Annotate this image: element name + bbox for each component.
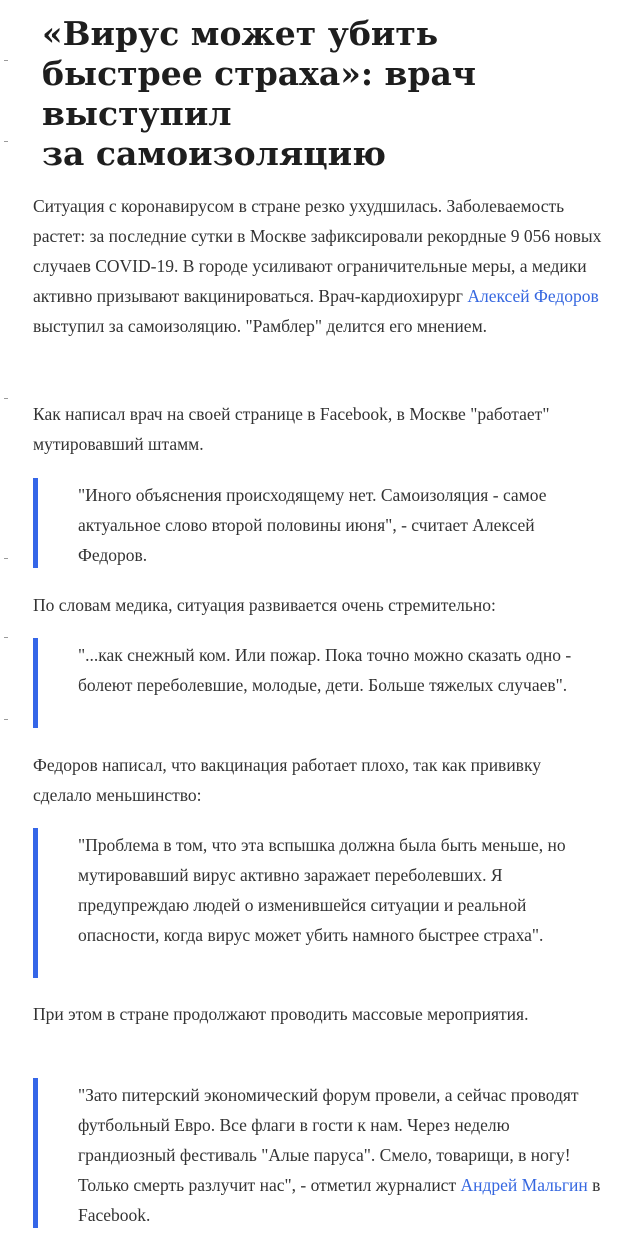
- blockquote-2: [33, 638, 603, 728]
- paragraph-events: При этом в стране продолжают проводить массовые мероприятия.: [33, 1004, 529, 1024]
- paragraph-vaccination: Федоров написал, что вакцинация работает плохо, так как прививку сделало меньшинство:: [33, 755, 541, 805]
- intro-text-start: Ситуация с коронавирусом в стране резко ухудшилась. Заболеваемость растет: за последние сутки в Москве зафиксировали рекордные 9 056 новых случаев COVID-19. В городе усиливают ограничительные меры, а медики активно призывают вакцинироваться. Врач-кардиохирург: [33, 196, 602, 306]
- edge-mark: [4, 60, 8, 61]
- journalist-link[interactable]: Андрей Мальгин: [460, 1175, 588, 1195]
- author-link[interactable]: Алексей Федоров: [467, 286, 599, 306]
- blockquote-3: [33, 828, 603, 978]
- quote-3-text: "Проблема в том, что эта вспышка должна была быть меньше, но мутировавший вирус активно заражает переболевших. Я предупреждаю людей о изменившейся ситуации и реальной опасности, когда вирус может убить намного быстрее страха".: [78, 835, 566, 945]
- quote-2-text: "...как снежный ком. Или пожар. Пока точно можно сказать одно - болеют переболевшие, молодые, дети. Больше тяжелых случаев".: [78, 645, 572, 695]
- paragraph-situation: По словам медика, ситуация развивается очень стремительно:: [33, 595, 496, 615]
- article-title: «Вирус может убить быстрее страха»: врач выступил за самоизоляцию: [42, 14, 477, 173]
- paragraph-facebook: Как написал врач на своей странице в Facebook, в Москве "работает" мутировавший штамм.: [33, 404, 550, 454]
- quote-4-text-start: "Зато питерский экономический форум провели, а сейчас проводят футбольный Евро. Все флаги в гости к нам. Через неделю грандиозный фестиваль "Алые паруса". Смело, товарищи, в ногу! Только смерть разлучит нас", - отметил журналист: [78, 1085, 579, 1195]
- edge-mark: [4, 141, 8, 142]
- intro-text-end: выступил за самоизоляцию. "Рамблер" делится его мнением.: [33, 316, 488, 336]
- intro-paragraph: [33, 191, 603, 341]
- blockquote-4: [33, 1078, 603, 1228]
- quote-4-text-end: в Facebook.: [78, 1175, 601, 1225]
- edge-mark: [4, 719, 8, 720]
- blockquote-1: [33, 478, 603, 568]
- quote-1-text: "Иного объяснения происходящему нет. Самоизоляция - самое актуальное слово второй половины июня", - считает Алексей Федоров.: [78, 485, 547, 565]
- edge-mark: [4, 637, 8, 638]
- edge-mark: [4, 398, 8, 399]
- edge-mark: [4, 558, 8, 559]
